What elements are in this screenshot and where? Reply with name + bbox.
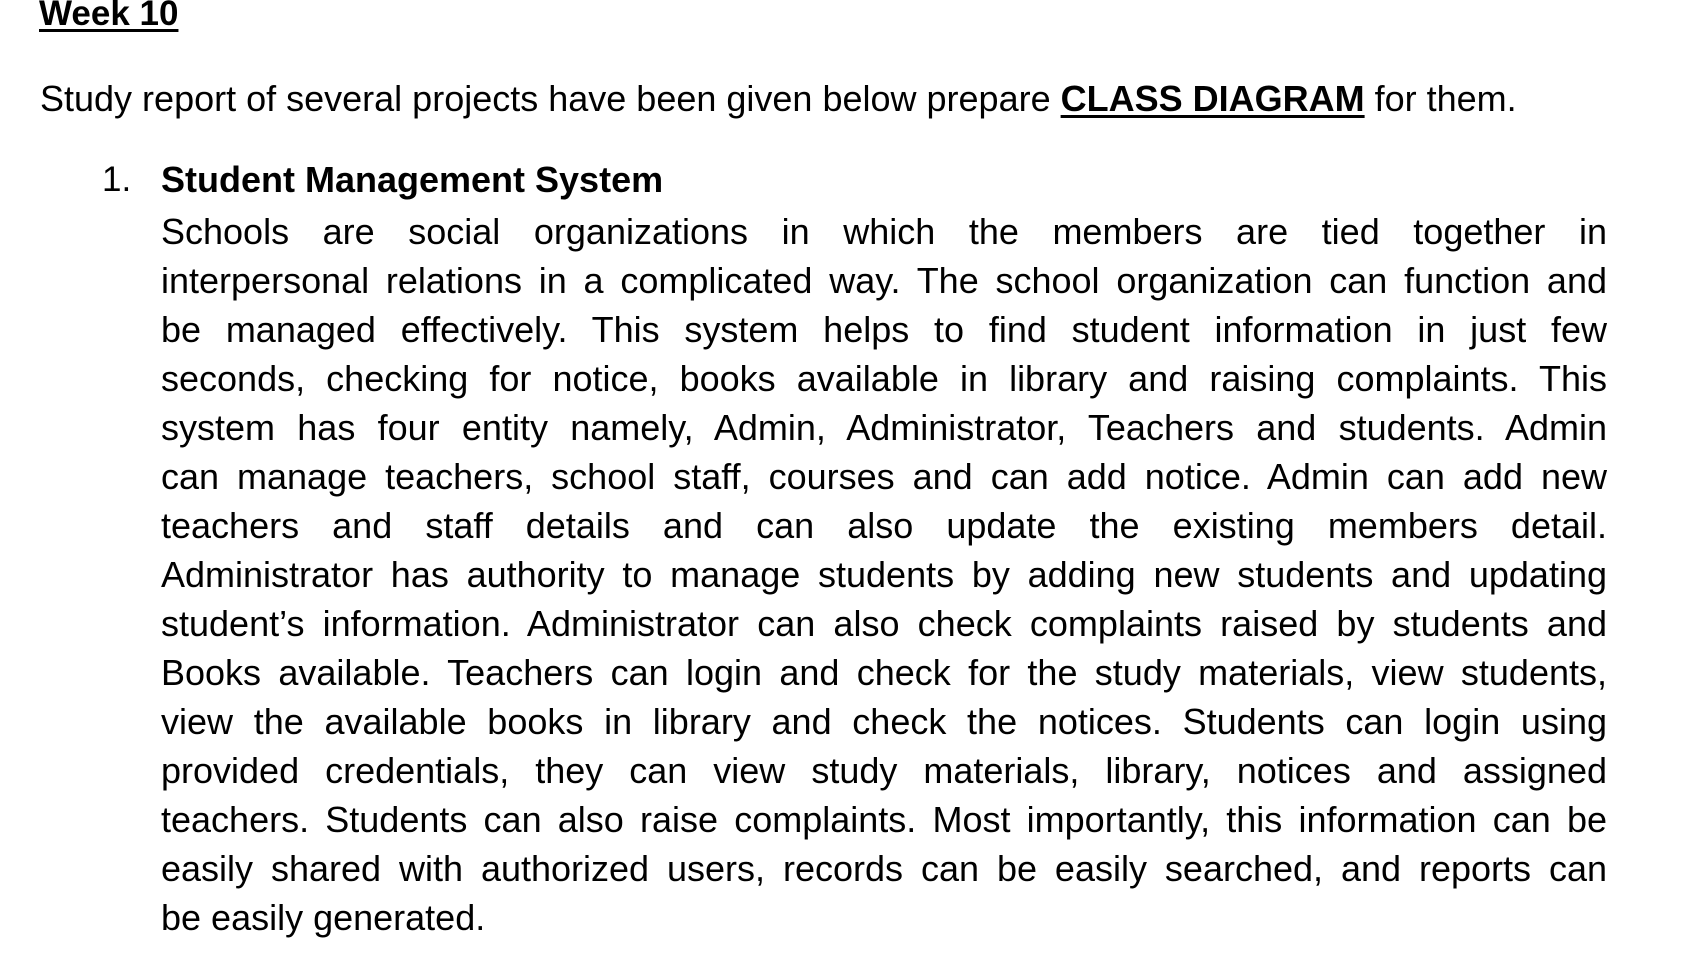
body-line: be easily generated. <box>161 897 486 938</box>
intro-text-before: Study report of several projects have been given below prepare <box>40 78 1061 119</box>
body-line: system has four entity namely, Admin, Administrator, Teachers and students. Admin <box>161 407 1607 448</box>
week-heading: Week 10 <box>39 0 179 33</box>
intro-emphasis: CLASS DIAGRAM <box>1060 78 1365 119</box>
body-line: Administrator has authority to manage students by adding new students and updating <box>161 554 1607 595</box>
body-line: seconds, checking for notice, books available in library and raising complaints. This <box>161 358 1607 399</box>
list-item-number: 1. <box>102 160 132 199</box>
body-line: teachers and staff details and can also update the existing members detail. <box>161 505 1607 546</box>
body-line: be managed effectively. This system helps to find student information in just few <box>161 309 1607 350</box>
body-line: Schools are social organizations in which the members are tied together in <box>161 211 1607 252</box>
body-line: student’s information. Administrator can also check complaints raised by students and <box>161 603 1607 644</box>
body-line: teachers. Students can also raise complaints. Most importantly, this information can be <box>161 799 1607 840</box>
body-line: easily shared with authorized users, records can be easily searched, and reports can <box>161 848 1607 889</box>
body-line: provided credentials, they can view study materials, library, notices and assigned <box>161 750 1607 791</box>
body-line: interpersonal relations in a complicated way. The school organization can function and <box>161 260 1607 301</box>
body-line: can manage teachers, school staff, courses and can add notice. Admin can add new <box>161 456 1607 497</box>
intro-text-after: for them. <box>1364 78 1517 119</box>
body-line: view the available books in library and check the notices. Students can login using <box>161 701 1607 742</box>
list-item-title: Student Management System <box>161 159 664 200</box>
body-line: Books available. Teachers can login and check for the study materials, view students, <box>161 652 1607 693</box>
list-item-body <box>161 207 1607 942</box>
intro-sentence <box>40 77 1517 121</box>
